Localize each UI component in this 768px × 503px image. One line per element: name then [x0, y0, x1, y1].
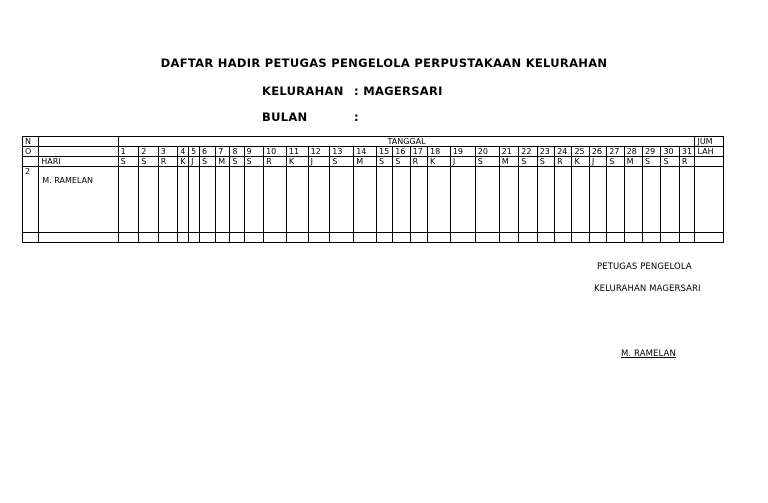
header-row-1	[23, 137, 724, 147]
spacer-cell	[216, 233, 230, 243]
attendance-cell[interactable]	[189, 167, 200, 233]
day-cell: J	[450, 157, 475, 167]
attendance-cell[interactable]	[572, 167, 589, 233]
attendance-cell[interactable]	[410, 167, 427, 233]
attendance-cell[interactable]	[607, 167, 624, 233]
day-cell: R	[679, 157, 695, 167]
spacer-cell	[607, 233, 624, 243]
date-cell: 17	[410, 147, 427, 157]
date-cell: 31	[679, 147, 695, 157]
table-row-spacer	[23, 233, 724, 243]
day-cell: J	[308, 157, 330, 167]
spacer-cell	[354, 233, 377, 243]
day-cell: R	[158, 157, 178, 167]
date-cell: 5	[189, 147, 200, 157]
attendance-cell[interactable]	[679, 167, 695, 233]
jumlah-blank	[695, 157, 724, 167]
spacer-cell	[589, 233, 606, 243]
date-cell: 28	[624, 147, 642, 157]
attendance-cell[interactable]	[158, 167, 178, 233]
attendance-cell[interactable]	[286, 167, 308, 233]
spacer-cell	[537, 233, 554, 243]
name-header	[39, 137, 118, 147]
date-cell: 16	[393, 147, 410, 157]
date-cell: 6	[200, 147, 216, 157]
attendance-cell[interactable]	[519, 167, 537, 233]
no-header-2: O	[23, 147, 39, 157]
spacer-cell	[244, 233, 264, 243]
kelurahan-row	[262, 84, 443, 98]
day-cell: S	[393, 157, 410, 167]
spacer-cell	[189, 233, 200, 243]
spacer-cell	[330, 233, 354, 243]
kelurahan-value: : MAGERSARI	[354, 84, 443, 98]
day-cell: S	[244, 157, 264, 167]
spacer-cell	[178, 233, 189, 243]
attendance-cell[interactable]	[139, 167, 159, 233]
date-cell: 19	[450, 147, 475, 157]
spacer-cell	[158, 233, 178, 243]
attendance-cell[interactable]	[555, 167, 572, 233]
date-cell: 15	[376, 147, 392, 157]
jumlah-header-2: LAH	[695, 147, 724, 157]
date-cell: 9	[244, 147, 264, 157]
date-cell: 20	[475, 147, 499, 157]
spacer-cell	[555, 233, 572, 243]
day-cell: K	[286, 157, 308, 167]
date-cell: 7	[216, 147, 230, 157]
spacer-cell	[519, 233, 537, 243]
day-cell: S	[200, 157, 216, 167]
spacer-cell	[499, 233, 519, 243]
jumlah-cell[interactable]	[695, 167, 724, 233]
date-cell: 30	[661, 147, 679, 157]
date-cell: 13	[330, 147, 354, 157]
no-header: N	[23, 137, 39, 147]
spacer-cell	[264, 233, 287, 243]
date-cell: 24	[555, 147, 572, 157]
attendance-cell[interactable]	[178, 167, 189, 233]
spacer-cell	[475, 233, 499, 243]
spacer-cell	[450, 233, 475, 243]
hari-label: HARI	[39, 157, 118, 167]
attendance-cell[interactable]	[244, 167, 264, 233]
attendance-cell[interactable]	[450, 167, 475, 233]
attendance-cell[interactable]	[475, 167, 499, 233]
bulan-value: :	[354, 110, 359, 124]
day-cell: K	[178, 157, 189, 167]
attendance-cell[interactable]	[216, 167, 230, 233]
day-cell: R	[410, 157, 427, 167]
attendance-cell[interactable]	[376, 167, 392, 233]
date-cell: 2	[139, 147, 159, 157]
day-cell: S	[139, 157, 159, 167]
spacer-cell	[679, 233, 695, 243]
spacer-cell	[23, 233, 39, 243]
day-cell: M	[216, 157, 230, 167]
attendance-cell[interactable]	[264, 167, 287, 233]
day-cell: S	[537, 157, 554, 167]
spacer-cell	[661, 233, 679, 243]
spacer-cell	[624, 233, 642, 243]
day-cell: M	[354, 157, 377, 167]
jumlah-header: JUM	[695, 137, 724, 147]
attendance-cell[interactable]	[200, 167, 216, 233]
name-header-2	[39, 147, 118, 157]
attendance-cell[interactable]	[330, 167, 354, 233]
table-row	[23, 167, 724, 233]
date-cell: 26	[589, 147, 606, 157]
spacer-cell	[39, 233, 118, 243]
spacer-cell	[428, 233, 451, 243]
signature-name: M. RAMELAN	[621, 349, 676, 359]
row-name: M. RAMELAN	[39, 167, 118, 233]
date-cell: 21	[499, 147, 519, 157]
spacer-cell	[118, 233, 139, 243]
day-cell: S	[643, 157, 661, 167]
day-cell: S	[230, 157, 244, 167]
attendance-cell[interactable]	[354, 167, 377, 233]
attendance-cell[interactable]	[643, 167, 661, 233]
date-row	[23, 147, 724, 157]
spacer-cell	[572, 233, 589, 243]
day-cell: S	[661, 157, 679, 167]
date-cell: 1	[118, 147, 139, 157]
day-cell: S	[475, 157, 499, 167]
spacer-cell	[308, 233, 330, 243]
date-cell: 8	[230, 147, 244, 157]
page-title: DAFTAR HADIR PETUGAS PENGELOLA PERPUSTAKAAN KELURAHAN	[160, 56, 608, 70]
date-cell: 27	[607, 147, 624, 157]
kelurahan-label: KELURAHAN	[262, 84, 344, 98]
day-cell: J	[189, 157, 200, 167]
attendance-cell[interactable]	[499, 167, 519, 233]
day-cell: S	[118, 157, 139, 167]
day-cell: R	[555, 157, 572, 167]
day-cell: J	[589, 157, 606, 167]
date-cell: 14	[354, 147, 377, 157]
attendance-cell[interactable]	[118, 167, 139, 233]
day-row	[23, 157, 724, 167]
attendance-table	[22, 136, 724, 243]
no-cell-blank	[23, 157, 39, 167]
date-cell: 25	[572, 147, 589, 157]
day-cell: S	[376, 157, 392, 167]
attendance-cell[interactable]	[624, 167, 642, 233]
attendance-cell[interactable]	[428, 167, 451, 233]
date-cell: 11	[286, 147, 308, 157]
attendance-cell[interactable]	[308, 167, 330, 233]
day-cell: K	[428, 157, 451, 167]
attendance-cell[interactable]	[230, 167, 244, 233]
date-cell: 22	[519, 147, 537, 157]
spacer-cell	[643, 233, 661, 243]
day-cell: R	[264, 157, 287, 167]
date-cell: 10	[264, 147, 287, 157]
date-cell: 12	[308, 147, 330, 157]
bulan-label: BULAN	[262, 110, 308, 124]
date-cell: 3	[158, 147, 178, 157]
attendance-cell[interactable]	[661, 167, 679, 233]
date-cell: 23	[537, 147, 554, 157]
day-cell: M	[624, 157, 642, 167]
day-cell: M	[499, 157, 519, 167]
spacer-cell	[286, 233, 308, 243]
attendance-cell[interactable]	[393, 167, 410, 233]
spacer-cell	[200, 233, 216, 243]
day-cell: S	[519, 157, 537, 167]
tanggal-header: TANGGAL	[118, 137, 695, 147]
day-cell: S	[330, 157, 354, 167]
attendance-cell[interactable]	[589, 167, 606, 233]
date-cell: 18	[428, 147, 451, 157]
signature-role: PETUGAS PENGELOLA	[597, 262, 692, 272]
attendance-cell[interactable]	[537, 167, 554, 233]
day-cell: K	[572, 157, 589, 167]
date-cell: 29	[643, 147, 661, 157]
spacer-cell	[139, 233, 159, 243]
spacer-cell	[393, 233, 410, 243]
spacer-cell	[410, 233, 427, 243]
spacer-cell	[695, 233, 724, 243]
signature-place: KELURAHAN MAGERSARI	[594, 284, 701, 294]
day-cell: S	[607, 157, 624, 167]
bulan-row	[262, 110, 359, 124]
row-number: 2	[23, 167, 39, 233]
spacer-cell	[230, 233, 244, 243]
date-cell: 4	[178, 147, 189, 157]
spacer-cell	[376, 233, 392, 243]
